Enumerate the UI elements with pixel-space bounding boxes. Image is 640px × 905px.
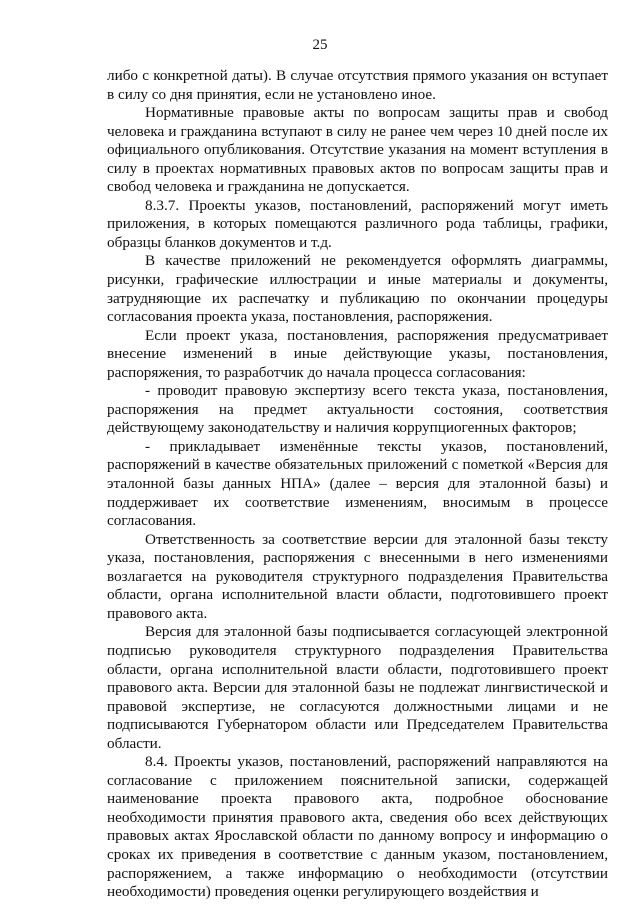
paragraph-appendix-recommendation: В качестве приложений не рекомендуется оформлять диаграммы, рисунки, графические иллюстрации и иные материалы и документы, затрудняющие их распечатку и публикацию по окончании процедуры согласования проекта указа, постановления, распоряжения.	[107, 252, 608, 326]
list-item-amended-texts: - прикладывает изменённые тексты указов, постановлений, распоряжений в качестве обязательных приложений с пометкой «Версия для эталонной базы данных НПА» (далее – версия для эталонной базы) и поддерживает их соответствие изменениям, вносимым в процессе согласования.	[107, 437, 608, 530]
paragraph-reference-version: Версия для эталонной базы подписывается согласующей электронной подписью руководителя структурного подразделения Правительства области, органа исполнительной власти области, подготовившего проект правового акта. Версии для эталонной базы не подлежат лингвистической и правовой экспертизе, не согласуются должностными лицами и не подписываются Губернатором области или Председателем Правительства области.	[107, 623, 608, 752]
document-body	[107, 67, 608, 902]
paragraph-8-4: 8.4. Проекты указов, постановлений, распоряжений направляются на согласование с приложением пояснительной записки, содержащей наименование проекта правового акта, подробное обоснование необходимости принятия правового акта, сведения обо всех действующих правовых актах Ярославской области по данному вопросу и информацию о сроках их приведения в соответствие с данным указом, постановлением, распоряжением, а также информацию о необходимости (отсутствии необходимости) проведения оценки регулирующего воздействия и	[107, 753, 608, 901]
paragraph-amendments-intro: Если проект указа, постановления, распоряжения предусматривает внесение изменений в иные действующие указы, постановления, распоряжения, то разработчик до начала процесса согласования:	[107, 326, 608, 381]
paragraph-entry-into-force: Нормативные правовые акты по вопросам защиты прав и свобод человека и гражданина вступают в силу не ранее чем через 10 дней после их официального опубликования. Отсутствие указания на момент вступления в силу в проектах нормативных правовых актов по вопросам защиты прав и свобод человека и гражданина не допускается.	[107, 104, 608, 196]
paragraph-continuation: либо с конкретной даты). В случае отсутствия прямого указания он вступает в силу со дня принятия, если не установлено иное.	[107, 67, 608, 103]
paragraph-8-3-7: 8.3.7. Проекты указов, постановлений, распоряжений могут иметь приложения, в которых помещаются различного рода таблицы, графики, образцы бланков документов и т.д.	[107, 196, 608, 251]
page-number: 25	[312, 37, 328, 53]
paragraph-responsibility: Ответственность за соответствие версии для эталонной базы тексту указа, постановления, распоряжения с внесенными в него изменениями возлагается на руководителя структурного подразделения Правительства области, органа исполнительной власти области, подготовившего проект правового акта.	[107, 530, 608, 622]
list-item-legal-expertise: - проводит правовую экспертизу всего текста указа, постановления, распоряжения на предмет актуальности состояния, соответствия действующему законодательству и наличия коррупциогенных факторов;	[107, 382, 608, 437]
